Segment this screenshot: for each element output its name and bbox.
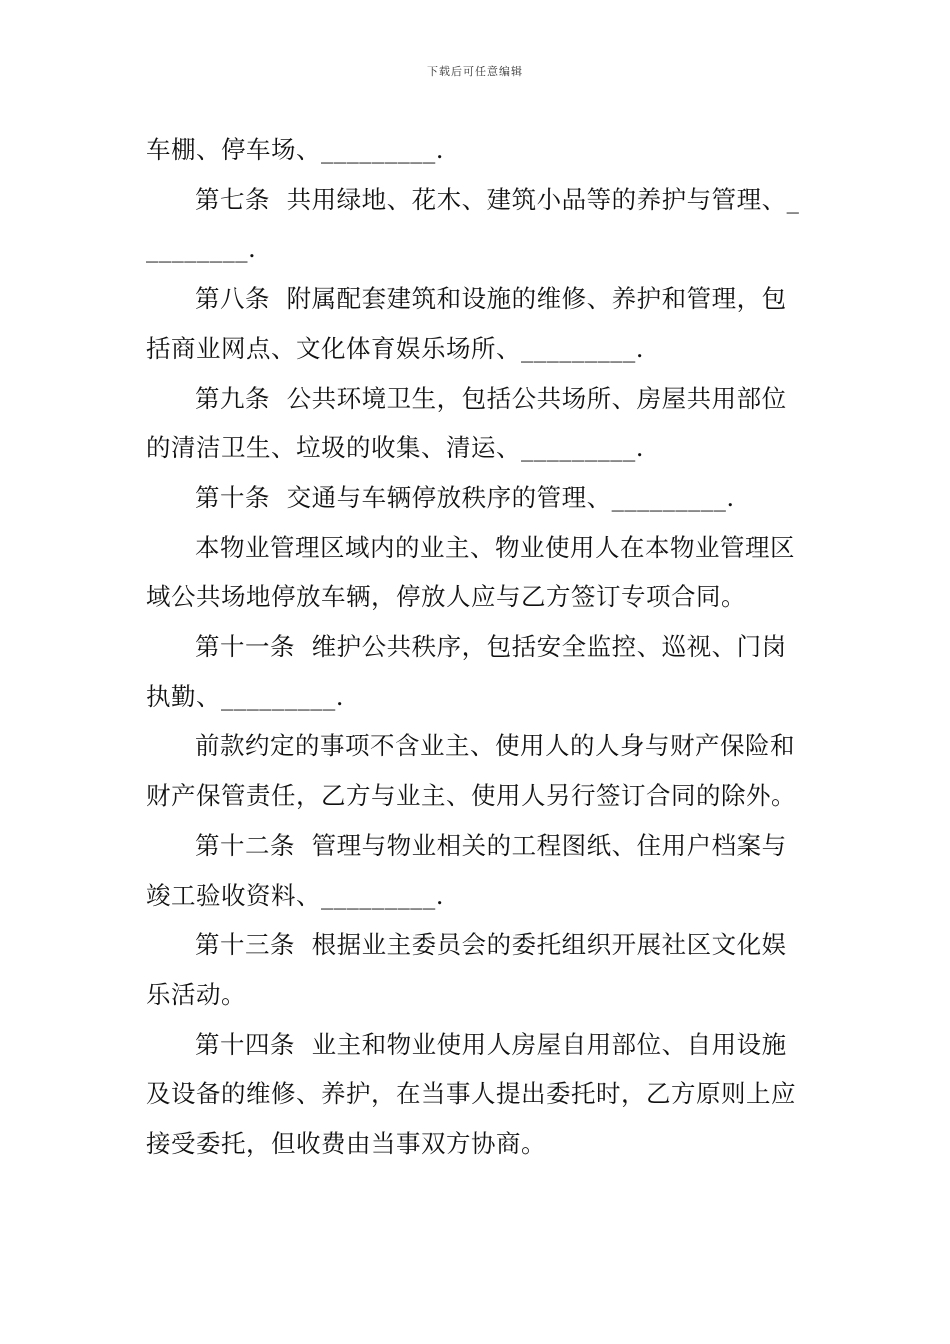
- paragraph-article-7: 第七条 共用绿地、花木、建筑小品等的养护与管理、_________.: [146, 184, 800, 264]
- document-body: [146, 125, 810, 1169]
- paragraph-parking-note: 本物业管理区域内的业主、物业使用人在本物业管理区域公共场地停放车辆，停放人应与乙方签订专项合同。: [146, 532, 795, 612]
- paragraph-article-12: 第十二条 管理与物业相关的工程图纸、住用户档案与竣工验收资料、_________.: [146, 830, 787, 910]
- paragraph-article-11: 第十一条 维护公共秩序，包括安全监控、巡视、门岗执勤、_________.: [146, 632, 787, 711]
- paragraph-article-8: 第八条 附属配套建筑和设施的维修、养护和管理，包括商业网点、文化体育娱乐场所、_________.: [146, 284, 787, 363]
- paragraph-article-10: 第十条 交通与车辆停放秩序的管理、_________.: [195, 482, 735, 512]
- page-header-note: 下载后可任意编辑: [427, 65, 523, 78]
- paragraph-continuation: 车棚、停车场、_________.: [146, 135, 445, 164]
- paragraph-article-9: 第九条 公共环境卫生，包括公共场所、房屋共用部位的清洁卫生、垃圾的收集、清运、_________.: [146, 383, 787, 463]
- paragraph-article-14: 第十四条 业主和物业使用人房屋自用部位、自用设施及设备的维修、养护，在当事人提出委托时，乙方原则上应接受委托，但收费由当事双方协商。: [146, 1029, 796, 1159]
- paragraph-article-13: 第十三条 根据业主委员会的委托组织开展社区文化娱乐活动。: [146, 930, 787, 1009]
- paragraph-exclusion-note: 前款约定的事项不含业主、使用人的人身与财产保险和财产保管责任，乙方与业主、使用人另行签订合同的除外。: [146, 731, 796, 811]
